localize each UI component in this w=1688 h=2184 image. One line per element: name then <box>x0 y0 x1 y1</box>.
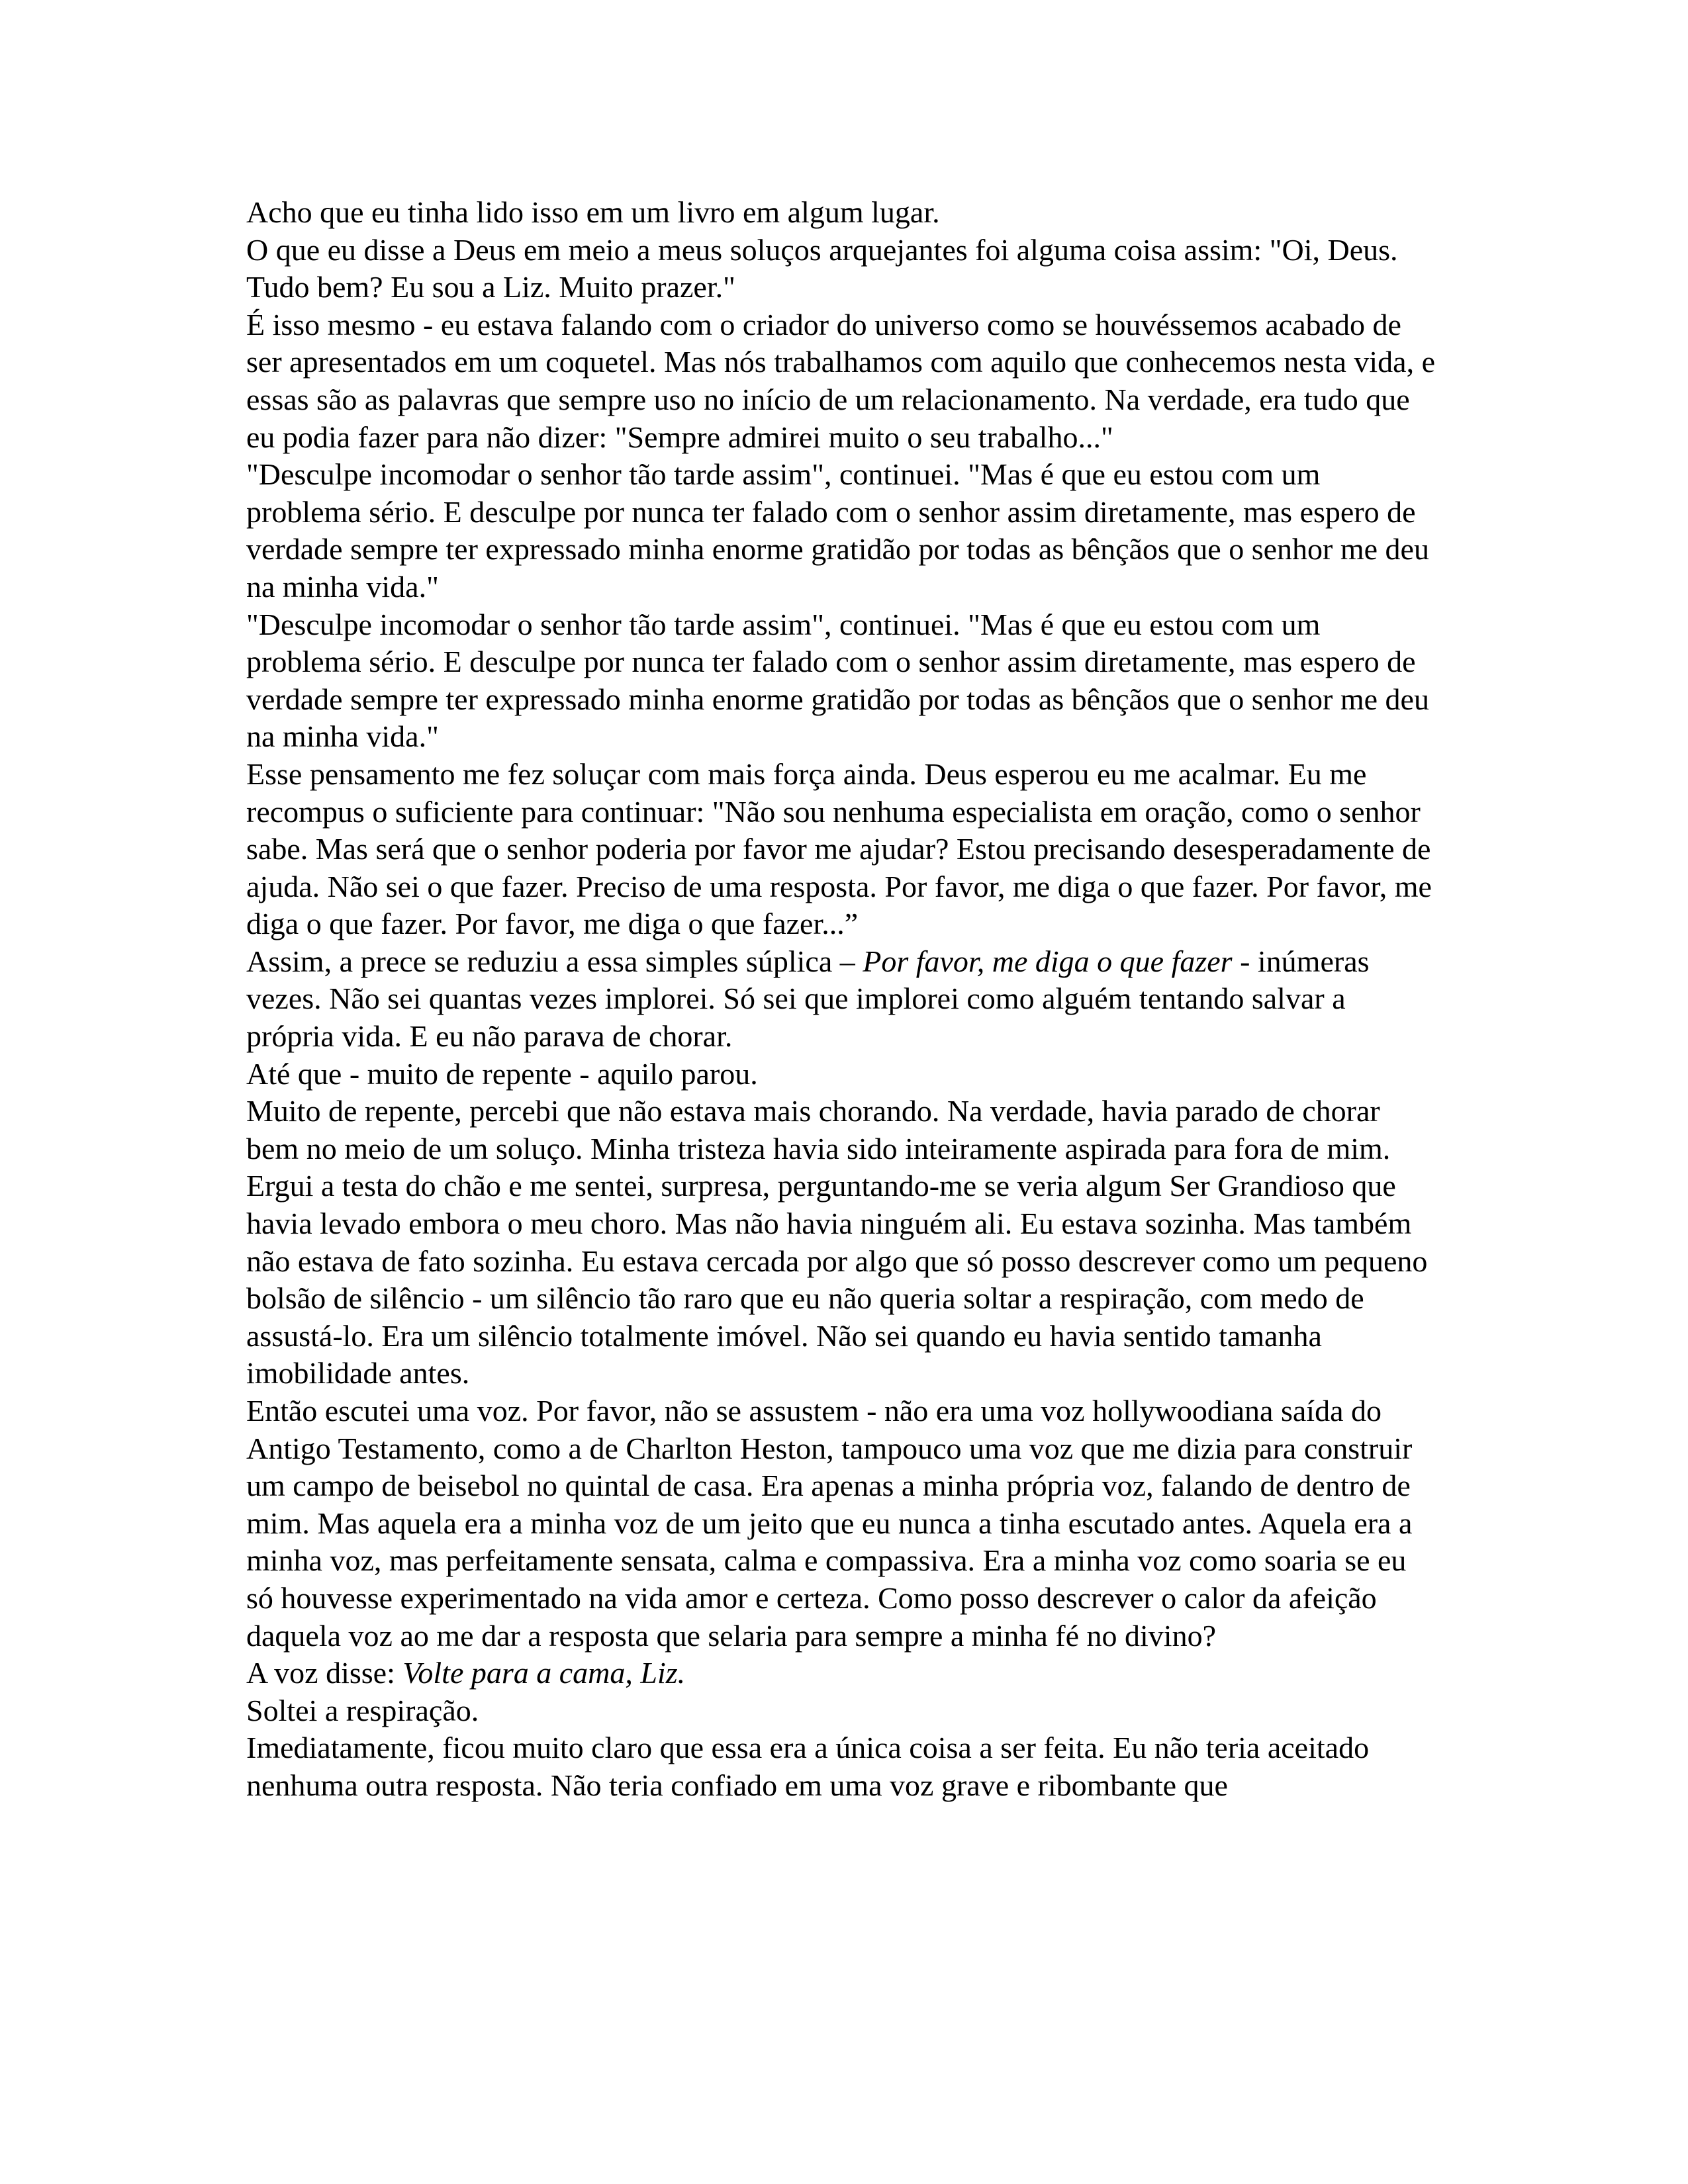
paragraph-text: A voz disse: <box>246 1656 403 1690</box>
paragraph: Muito de repente, percebi que não estava mais chorando. Na verdade, havia parado de chorar bem no meio de um soluço. Minha tristeza havia sido inteiramente aspirada para fora de mim. Ergui a testa do chão e me sentei, surpresa, perguntando-me se veria algum Ser Grandioso que havia levado embora o meu choro. Mas não havia ninguém ali. Eu estava sozinha. Mas também não estava de fato sozinha. Eu estava cercada por algo que só posso descrever como um pequeno bolsão de silêncio - um silêncio tão raro que eu não queria soltar a respiração, com medo de assustá-lo. Era um silêncio totalmente imóvel. Não sei quando eu havia sentido tamanha imobilidade antes. <box>246 1094 1428 1390</box>
paragraph: O que eu disse a Deus em meio a meus soluços arquejantes foi alguma coisa assim: "Oi, Deus. Tudo bem? Eu sou a Liz. Muito prazer." <box>246 232 1398 304</box>
paragraph: Até que - muito de repente - aquilo parou. <box>246 1056 758 1091</box>
document-page <box>246 194 1438 1805</box>
paragraph: É isso mesmo - eu estava falando com o criador do universo como se houvéssemos acabado de ser apresentados em um coquetel. Mas nós trabalhamos com aquilo que conhecemos nesta vida, e essas são as palavras que sempre uso no início de um relacionamento. Na verdade, era tudo que eu podia fazer para não dizer: "Sempre admirei muito o seu trabalho..." <box>246 307 1435 454</box>
paragraph-italic-text: Por favor, me diga o que fazer <box>863 944 1233 978</box>
paragraph: "Desculpe incomodar o senhor tão tarde assim", continuei. "Mas é que eu estou com um problema sério. E desculpe por nunca ter falado com o senhor assim diretamente, mas espero de verdade sempre ter expressado minha enorme gratidão por todas as bênçãos que o senhor me deu na minha vida." <box>246 607 1429 754</box>
paragraph: "Desculpe incomodar o senhor tão tarde assim", continuei. "Mas é que eu estou com um problema sério. E desculpe por nunca ter falado com o senhor assim diretamente, mas espero de verdade sempre ter expressado minha enorme gratidão por todas as bênçãos que o senhor me deu na minha vida." <box>246 457 1429 604</box>
paragraph-italic-text: Volte para a cama, Liz. <box>402 1656 686 1690</box>
paragraph: Soltei a respiração. <box>246 1693 479 1727</box>
paragraph: Imediatamente, ficou muito claro que essa era a única coisa a ser feita. Eu não teria aceitado nenhuma outra resposta. Não teria confiado em uma voz grave e ribombante que <box>246 1731 1370 1802</box>
paragraph <box>246 1655 1438 1692</box>
paragraph-text: Assim, a prece se reduziu a essa simples súplica – <box>246 944 863 978</box>
paragraph-text-after: - inúmeras vezes. Não sei quantas vezes implorei. Só sei que implorei como alguém tentando salvar a própria vida. E eu não parava de chorar. <box>246 944 1370 1054</box>
paragraph: Acho que eu tinha lido isso em um livro em algum lugar. <box>246 195 940 229</box>
paragraph <box>246 943 1438 1056</box>
paragraph: Então escutei uma voz. Por favor, não se assustem - não era uma voz hollywoodiana saída do Antigo Testamento, como a de Charlton Heston, tampouco uma voz que me dizia para construir um campo de beisebol no quintal de casa. Era apenas a minha própria voz, falando de dentro de mim. Mas aquela era a minha voz de um jeito que eu nunca a tinha escutado antes. Aquela era a minha voz, mas perfeitamente sensata, calma e compassiva. Era a minha voz como soaria se eu só houvesse experimentado na vida amor e certeza. Como posso descrever o calor da afeição daquela voz ao me dar a resposta que selaria para sempre a minha fé no divino? <box>246 1394 1413 1653</box>
paragraph: Esse pensamento me fez soluçar com mais força ainda. Deus esperou eu me acalmar. Eu me recompus o suficiente para continuar: "Não sou nenhuma especialista em oração, como o senhor sabe. Mas será que o senhor poderia por favor me ajudar? Estou precisando desesperadamente de ajuda. Não sei o que fazer. Preciso de uma resposta. Por favor, me diga o que fazer. Por favor, me diga o que fazer. Por favor, me diga o que fazer...” <box>246 756 1432 941</box>
